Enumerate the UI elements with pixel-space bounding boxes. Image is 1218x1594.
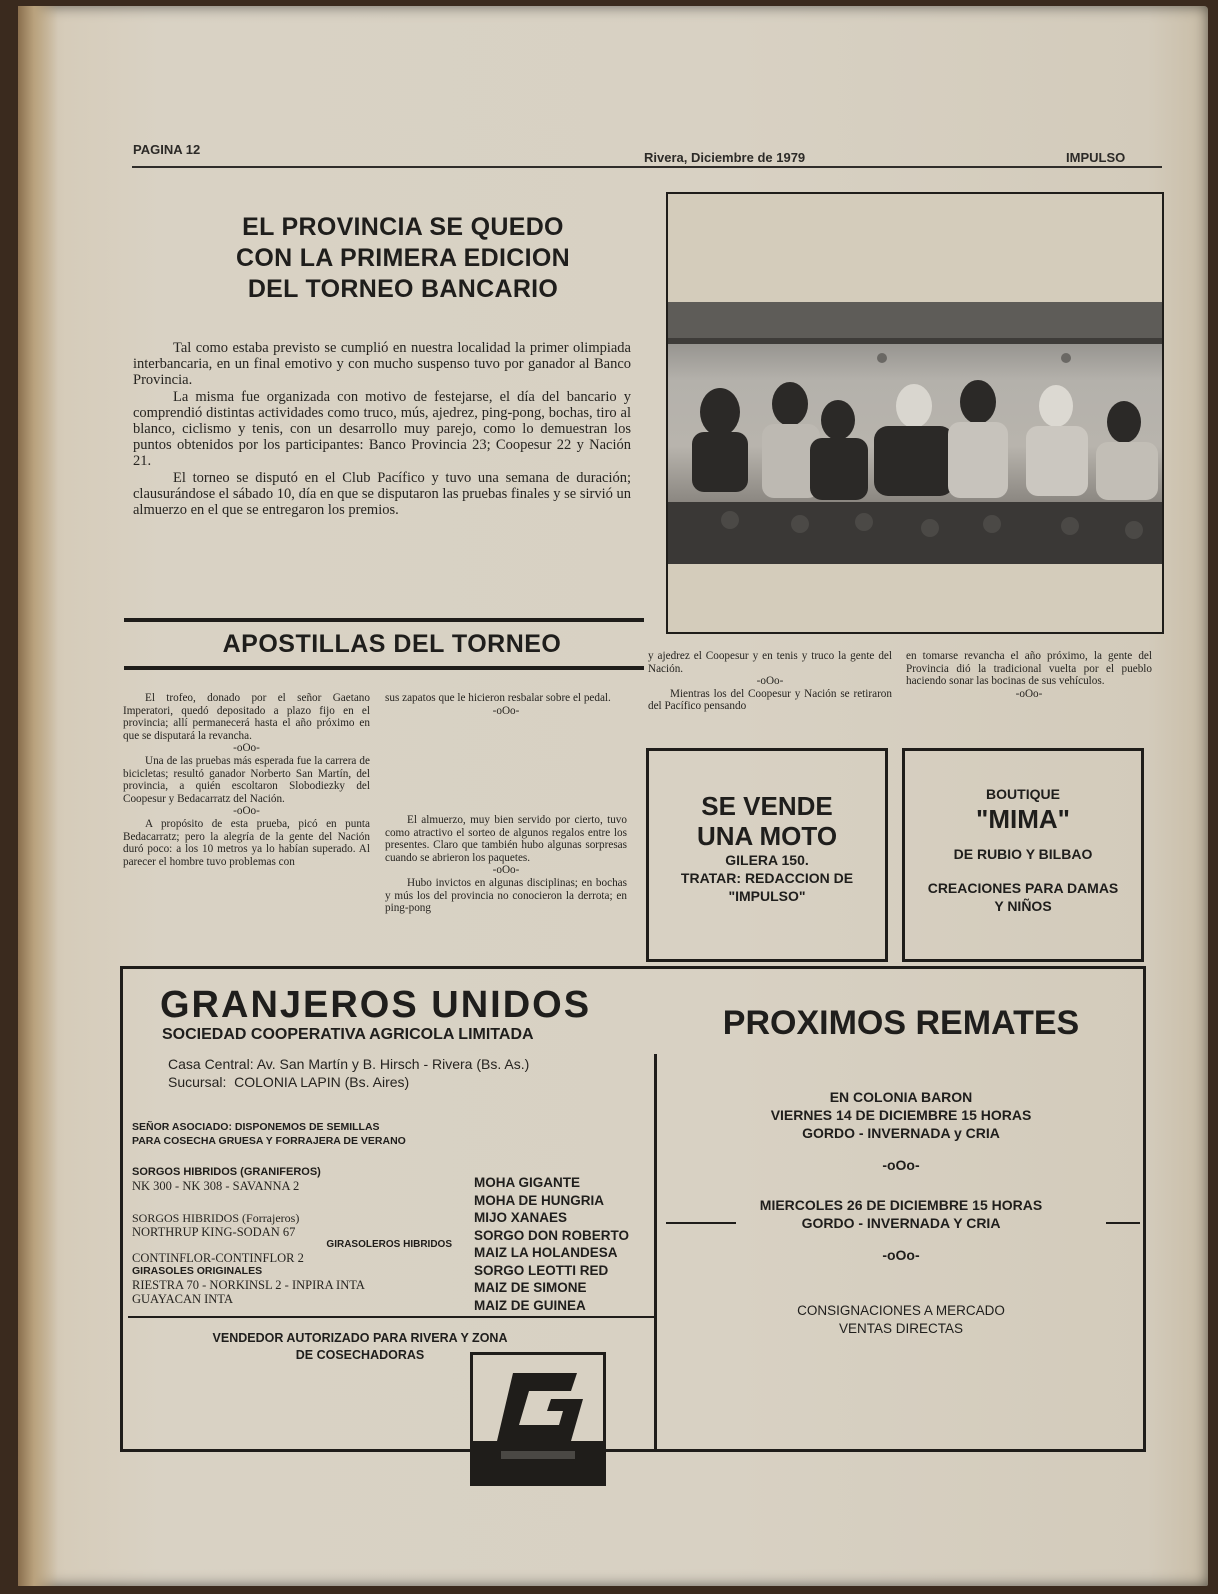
column-paragraph: Una de las pruebas más esperada fue la carrera de bicicletas; resultó ganador Norberto San Martín, del provincia, a quién escoltaron Slobodiezky del Coopesur y Bedacarratz del Nación.	[123, 754, 370, 805]
seed-item: MOHA DE HUNGRIA	[474, 1192, 604, 1208]
seed-items: GUAYACAN INTA	[132, 1292, 233, 1306]
notice-line: PARA COSECHA GRUESA Y FORRAJERA DE VERANO	[132, 1135, 406, 1147]
ad-divider	[654, 1054, 657, 1450]
seed-item: SORGO DON ROBERTO	[474, 1227, 630, 1243]
remates-date: MIERCOLES 26 DE DICIEMBRE 15 HORAS	[759, 1197, 1043, 1213]
seed-items: NK 300 - NK 308 - SAVANNA 2	[132, 1179, 300, 1193]
seed-item: MAIZ DE GUINEA	[474, 1297, 586, 1313]
ad-boutique-line: DE RUBIO Y BILBAO	[953, 846, 1093, 862]
remates-schedule	[666, 1088, 1136, 1338]
article-paragraph: Tal como estaba previsto se cumplió en nuestra localidad la primer olimpiada interbancaria, en un final emotivo y con mucho suspenso tuvo por ganador al Banco Provincia.	[133, 340, 631, 389]
separator: -oOo-	[882, 1157, 920, 1173]
apostillas-column-3	[648, 650, 892, 713]
issue-date: Rivera, Diciembre de 1979	[644, 150, 806, 165]
remates-footer: CONSIGNACIONES A MERCADO	[797, 1303, 1005, 1318]
remates-category: GORDO - INVERNADA Y CRIA	[801, 1215, 1001, 1231]
column-paragraph: sus zapatos que le hicieron resbalar sobre el pedal.	[385, 692, 611, 704]
ad-moto-line: TRATAR: REDACCION DE	[680, 870, 854, 886]
separator: -oOo-	[492, 864, 520, 877]
separator: -oOo-	[756, 675, 784, 688]
ad-boutique-line: BOUTIQUE	[986, 786, 1060, 802]
column-paragraph: en tomarse revancha el año próximo, la gente del Provincia dió la tradicional vuelta por el pueblo haciendo sonar las bocinas de sus vehículos.	[906, 650, 1152, 688]
separator: -oOo-	[233, 805, 260, 818]
seed-heading: SORGOS HIBRIDOS (Forrajeros)	[132, 1211, 300, 1225]
apostillas-column-4	[906, 650, 1152, 700]
ad-boutique-name: "MIMA"	[976, 804, 1070, 834]
logo-g-icon	[473, 1355, 603, 1483]
column-paragraph: El trofeo, donado por el señor Gaetano Imperatori, quedó depositado a plazo fijo en el provincia; allí permanecerá hasta el año próximo en que se disputará la revancha.	[123, 692, 370, 742]
ad-boutique	[902, 748, 1144, 962]
dealer-line: DE COSECHADORAS	[295, 1348, 425, 1362]
header-rule	[132, 166, 1162, 168]
apostillas-column-2-top	[385, 692, 627, 717]
granjeros-title: GRANJEROS UNIDOS	[160, 984, 592, 1026]
article-title-line: DEL TORNEO BANCARIO	[247, 275, 559, 303]
team-photo	[668, 302, 1162, 564]
section-title: APOSTILLAS DEL TORNEO	[222, 630, 562, 658]
seed-item: MOHA GIGANTE	[474, 1175, 580, 1190]
remates-date: VIERNES 14 DE DICIEMBRE 15 HORAS	[770, 1107, 1032, 1123]
team-photo-illustration	[668, 302, 1162, 564]
ad-boutique-line: CREACIONES PARA DAMAS	[927, 880, 1119, 896]
granjeros-notice	[132, 1120, 406, 1148]
seed-item: MIJO XANAES	[474, 1210, 568, 1225]
seed-heading: GIRASOLES ORIGINALES	[132, 1265, 263, 1277]
seed-item: SORGO LEOTTI RED	[474, 1262, 609, 1278]
newspaper-name: IMPULSO	[1066, 150, 1126, 165]
column-paragraph: Mientras los del Coopesur y Nación se retiraron del Pacífico pensando	[648, 687, 892, 713]
section-rule-bottom	[124, 666, 644, 670]
photo-frame	[666, 192, 1164, 634]
seed-list-right	[474, 1174, 629, 1314]
ad-moto-line: GILERA 150.	[725, 852, 809, 868]
column-paragraph: El almuerzo, muy bien servido por cierto, tuvo como atractivo el sorteo de algunos regalos entre los presentes. Claro que también hubo algunas sorpresas cuando se abrieron los paquetes.	[385, 814, 627, 864]
column-paragraph: Hubo invictos en algunas disciplinas; en bochas y mús los del provincia no conocieron la derrota; en ping-pong	[385, 876, 627, 915]
ad-boutique-line: Y NIÑOS	[994, 898, 1052, 914]
article-body	[133, 340, 631, 518]
apostillas-column-1	[123, 692, 370, 868]
article-paragraph: El torneo se disputó en el Club Pacífico y tuvo una semana de duración; clausurándose el sábado 10, día en que se disputaron las pruebas finales y se sirvió un almuerzo en el que se entregaron los premios.	[133, 469, 631, 519]
article-title-line: EL PROVINCIA SE QUEDO	[242, 213, 564, 241]
notice-line: SEÑOR ASOCIADO: DISPONEMOS DE SEMILLAS	[132, 1121, 380, 1133]
ad-moto	[646, 748, 888, 962]
dealer-line: VENDEDOR AUTORIZADO PARA RIVERA Y ZONA	[212, 1331, 508, 1345]
granjeros-subtitle: SOCIEDAD COOPERATIVA AGRICOLA LIMITADA	[162, 1026, 534, 1043]
cosechadora-logo	[470, 1352, 606, 1486]
article-paragraph: La misma fue organizada con motivo de festejarse, el día del bancario y comprendió distintas actividades como truco, mús, ajedrez, ping-pong, bochas, tiro al blanco, ciclismo y tenis, con un desarrollo muy parejo, como lo demuestran los puntos obtenidos por los participantes: Banco Provincia 23; Coopesur 22 y Nación 21.	[133, 388, 631, 470]
ad-moto-line: "IMPULSO"	[728, 888, 806, 904]
separator: -oOo-	[1015, 687, 1043, 700]
section-rule-top	[124, 618, 644, 622]
seed-items: CONTINFLOR-CONTINFLOR 2	[132, 1251, 304, 1265]
seed-items: RIESTRA 70 - NORKINSL 2 - INPIRA INTA	[132, 1278, 365, 1292]
article-title-line: CON LA PRIMERA EDICION	[236, 244, 570, 272]
remates-rule	[1106, 1222, 1140, 1224]
column-paragraph: A propósito de esta prueba, picó en punta Bedacarratz; pero la alegría de la gente del Nación duró poco: a los 10 metros ya lo habían superado. Al parecer el hombre tuvo problemas con	[123, 817, 370, 868]
seed-heading: SORGOS HIBRIDOS (GRANIFEROS)	[132, 1166, 321, 1178]
ad-moto-line: UNA MOTO	[696, 821, 838, 851]
remates-title: PROXIMOS REMATES	[722, 1004, 1080, 1042]
seed-heading: GIRASOLEROS HIBRIDOS	[326, 1239, 452, 1250]
ad-rule	[128, 1316, 654, 1318]
page-edge	[18, 6, 58, 1586]
seed-item: MAIZ LA HOLANDESA	[474, 1245, 618, 1260]
seed-items: NORTHRUP KING-SODAN 67	[132, 1225, 296, 1239]
page-number: PAGINA 12	[133, 142, 201, 157]
ad-moto-line: SE VENDE	[701, 791, 833, 821]
seed-item: MAIZ DE SIMONE	[474, 1280, 587, 1295]
separator: -oOo-	[882, 1247, 920, 1263]
remates-rule	[666, 1222, 736, 1224]
separator: -oOo-	[233, 742, 260, 755]
separator: -oOo-	[492, 704, 520, 717]
newspaper-page	[18, 6, 1208, 1586]
seed-list-left	[132, 1166, 462, 1306]
apostillas-column-2-bottom	[385, 814, 627, 915]
granjeros-address: Casa Central: Av. San Martín y B. Hirsch - Rivera (Bs. As.)	[168, 1056, 530, 1072]
column-paragraph: y ajedrez el Coopesur y en tenis y truco la gente del Nación.	[648, 650, 892, 675]
granjeros-branch: Sucursal: COLONIA LAPIN (Bs. Aires)	[168, 1074, 410, 1090]
remates-category: GORDO - INVERNADA y CRIA	[802, 1125, 1000, 1141]
remates-place: EN COLONIA BARON	[829, 1089, 973, 1105]
remates-footer: VENTAS DIRECTAS	[838, 1321, 964, 1336]
article-title	[178, 212, 628, 305]
